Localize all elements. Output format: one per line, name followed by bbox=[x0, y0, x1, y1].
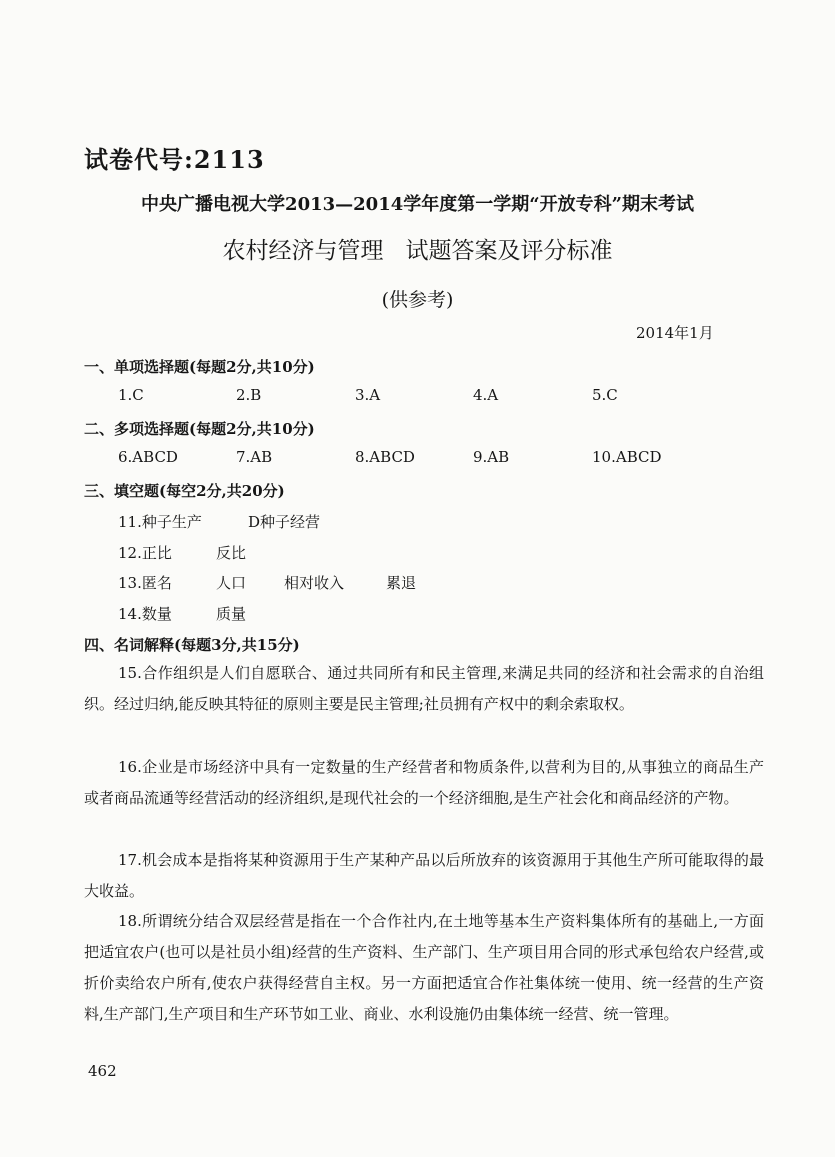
fill-answer: 人口 bbox=[216, 574, 247, 592]
answer-item: 5.C bbox=[592, 386, 618, 404]
exam-title: 中央广播电视大学2013—2014学年度第一学期“开放专科”期末考试 bbox=[141, 194, 694, 215]
fill-answer: 相对收入 bbox=[284, 574, 345, 592]
page-number: 462 bbox=[88, 1062, 117, 1080]
answer-item: 3.A bbox=[355, 386, 381, 404]
fill-answer: 14.数量 bbox=[118, 605, 172, 623]
answer-item: 6.ABCD bbox=[118, 448, 178, 466]
definition-16 bbox=[84, 752, 764, 814]
answer-item: 8.ABCD bbox=[355, 448, 415, 466]
exam-date: 2014年1月 bbox=[636, 324, 714, 342]
exam-code: 试卷代号:2113 bbox=[84, 145, 265, 174]
answer-item: 10.ABCD bbox=[592, 448, 662, 466]
fill-answer: 12.正比 bbox=[118, 544, 172, 562]
answer-item: 7.AB bbox=[236, 448, 273, 466]
definition-text: 16.企业是市场经济中具有一定数量的生产经营者和物质条件,以营利为目的,从事独立的商品生产或者商品流通等经营活动的经济组织,是现代社会的一个经济细胞,是生产社会化和商品经济的产物。 bbox=[84, 758, 764, 807]
section-1-heading: 一、单项选择题(每题2分,共10分) bbox=[84, 358, 315, 376]
answer-item: 4.A bbox=[473, 386, 499, 404]
fill-answer: 累退 bbox=[386, 574, 417, 592]
definition-18 bbox=[84, 906, 764, 1030]
definition-17 bbox=[84, 845, 764, 907]
definition-text: 18.所谓统分结合双层经营是指在一个合作社内,在土地等基本生产资料集体所有的基础上,一方面把适宜农户(也可以是社员小组)经营的生产资料、生产部门、生产项目用合同的形式承包给农户经营,或折价卖给农户所有,使农户获得经营自主权。另一方面把适宜合作社集体统一使用、统一经营的生产资料,生产部门,生产项目和生产环节如工业、商业、水利设施仍由集体统一经营、统一管理。 bbox=[84, 912, 764, 1023]
answer-item: 1.C bbox=[118, 386, 144, 404]
fill-answer: 质量 bbox=[216, 605, 247, 623]
fill-answer: D种子经营 bbox=[248, 513, 321, 531]
definition-text: 17.机会成本是指将某种资源用于生产某种产品以后所放弃的该资源用于其他生产所可能取得的最大收益。 bbox=[84, 851, 764, 900]
definition-text: 15.合作组织是人们自愿联合、通过共同所有和民主管理,来满足共同的经济和社会需求的自治组织。经过归纳,能反映其特征的原则主要是民主管理;社员拥有产权中的剩余索取权。 bbox=[84, 664, 764, 713]
reference-note: (供参考) bbox=[381, 289, 454, 311]
definition-15 bbox=[84, 658, 764, 720]
answer-item: 9.AB bbox=[473, 448, 510, 466]
fill-answer: 反比 bbox=[216, 544, 247, 562]
section-3-heading: 三、填空题(每空2分,共20分) bbox=[84, 482, 285, 500]
subject-title: 农村经济与管理 试题答案及评分标准 bbox=[222, 238, 613, 264]
fill-answer: 11.种子生产 bbox=[118, 513, 202, 531]
section-2-heading: 二、多项选择题(每题2分,共10分) bbox=[84, 420, 315, 438]
fill-answer: 13.匿名 bbox=[118, 574, 172, 592]
answer-item: 2.B bbox=[236, 386, 262, 404]
section-4-heading: 四、名词解释(每题3分,共15分) bbox=[84, 636, 300, 654]
